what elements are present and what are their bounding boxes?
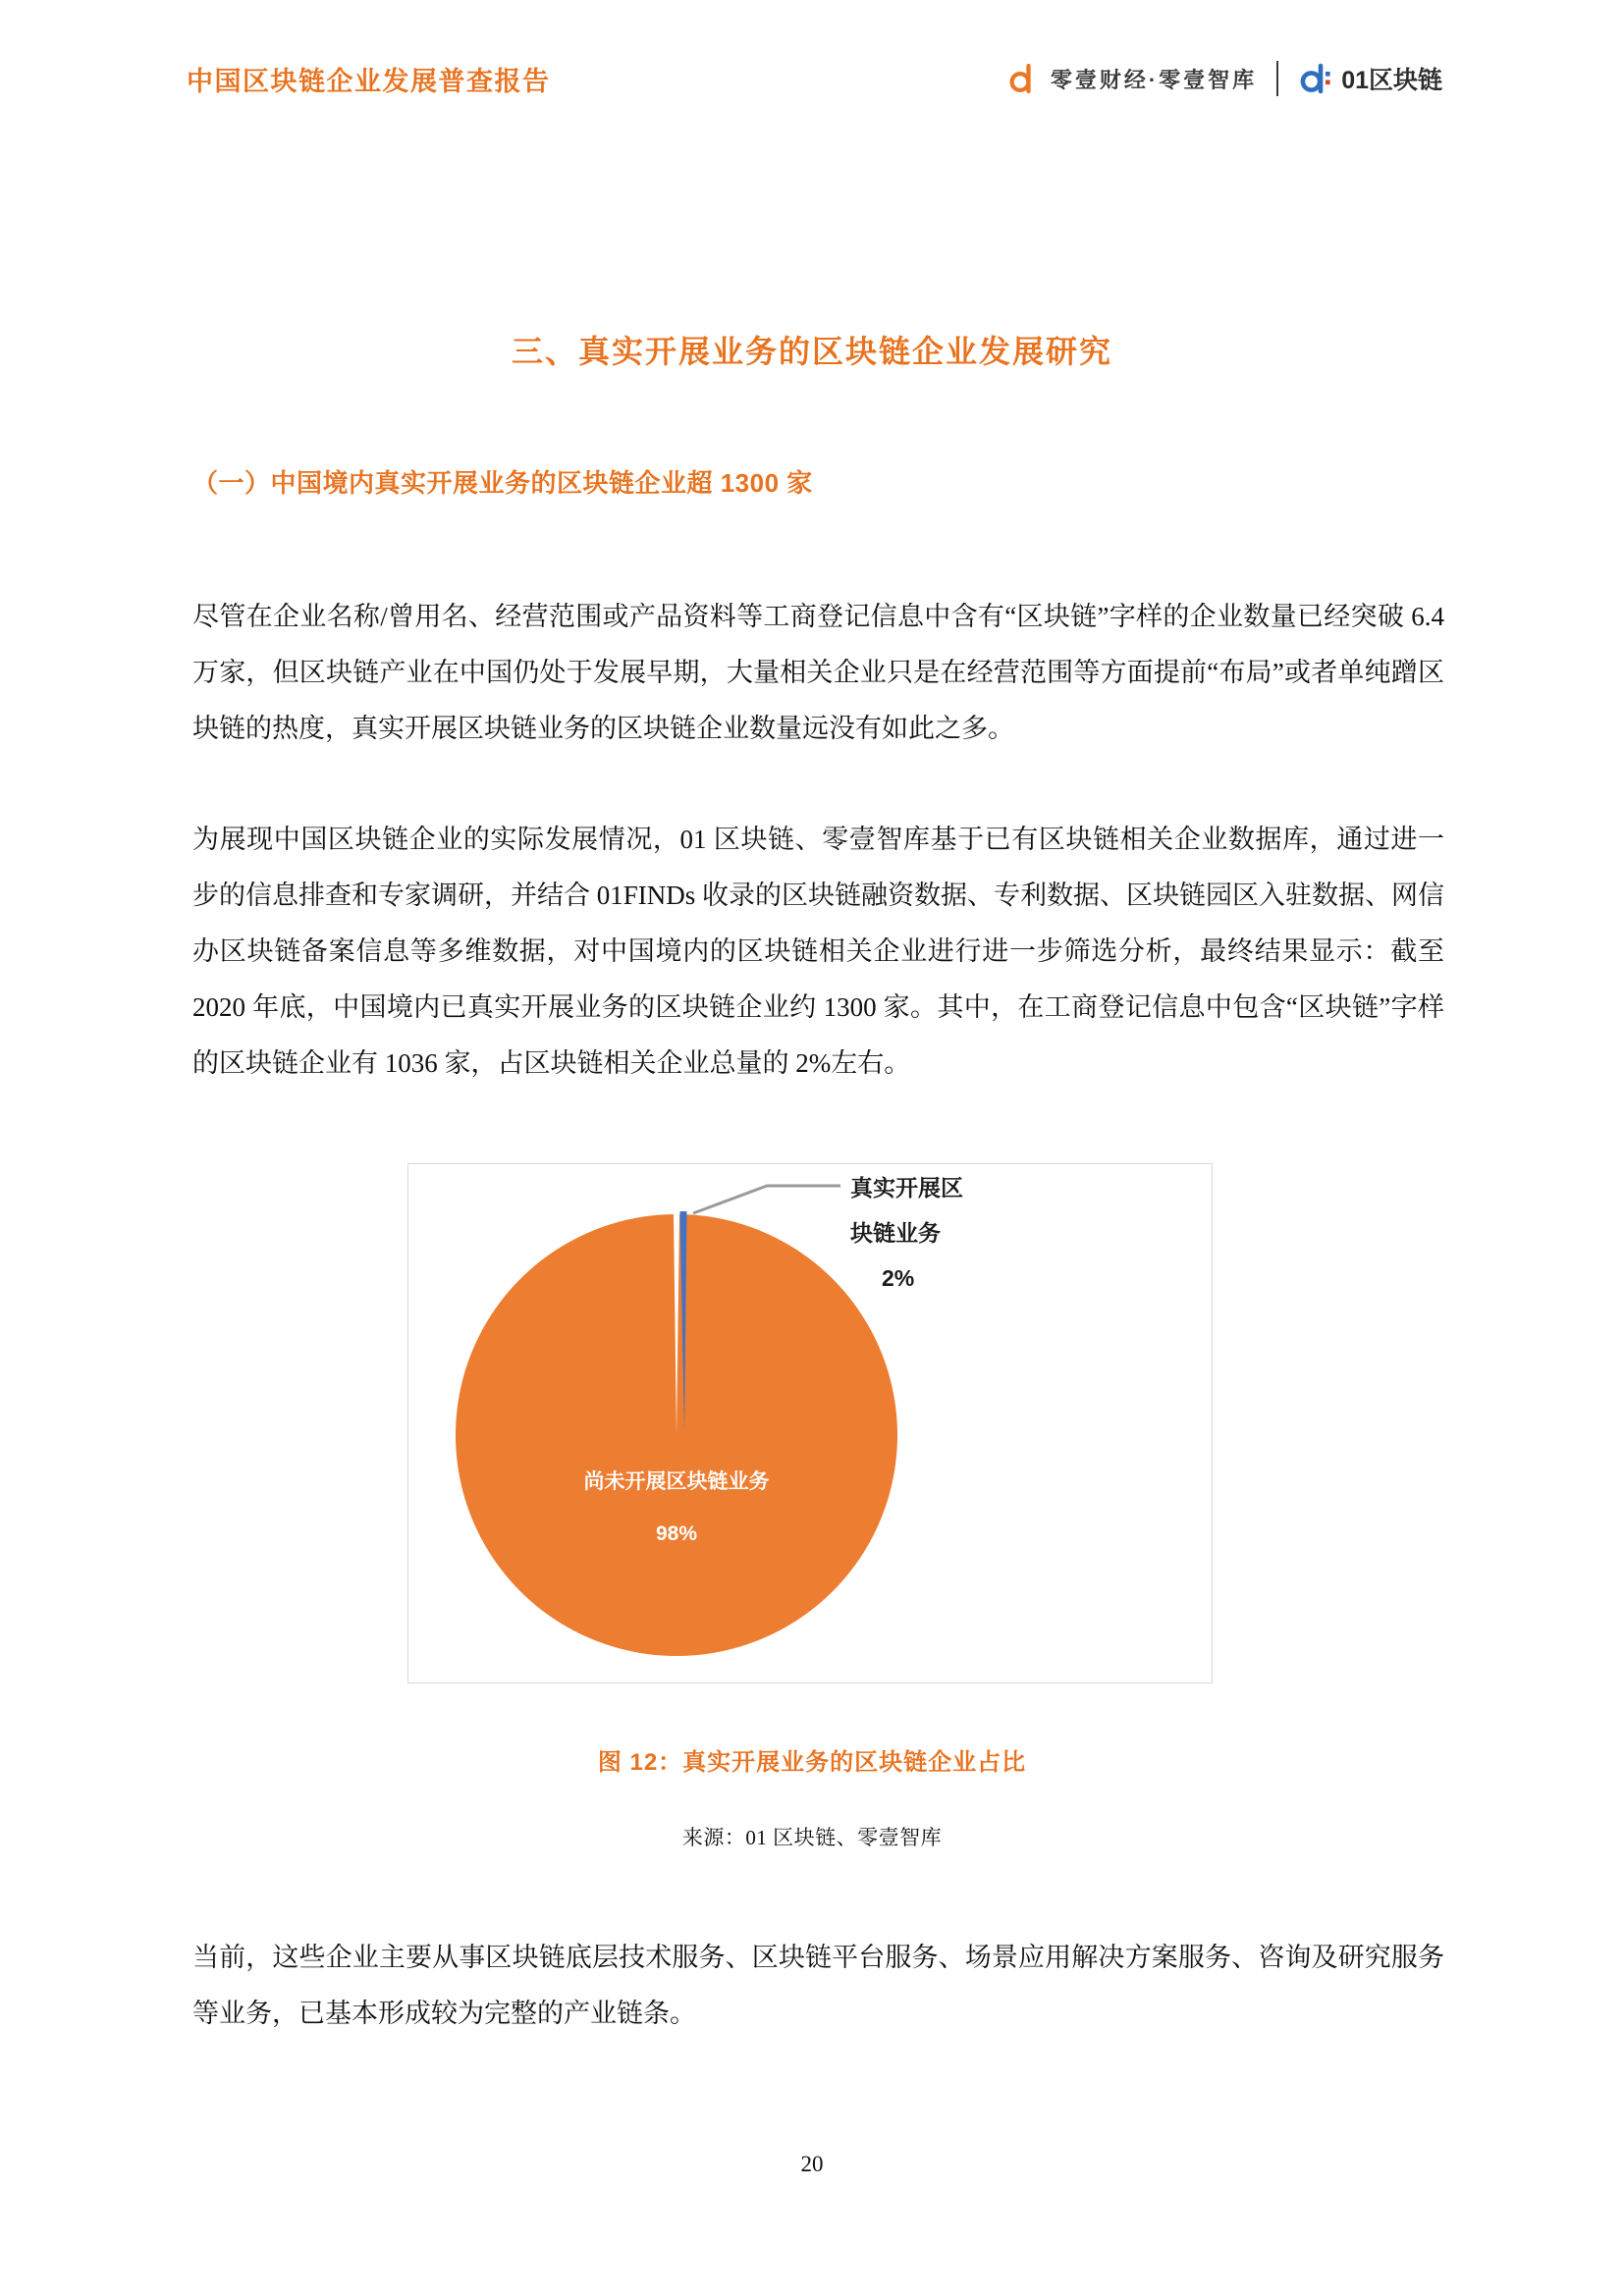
zero-one-blockchain-logo-text: 01区块链 [1341, 67, 1442, 94]
body-paragraph-1: 尽管在企业名称/曾用名、经营范围或产品资料等工商登记信息中含有“区块链”字样的企业数量已经突破 6.4 万家，但区块链产业在中国仍处于发展早期，大量相关企业只是在经营范围等方面提前“布局”或者单纯蹭区块链的热度，真实开展区块链业务的区块链企业数量远没有如此之多。 [192, 602, 1444, 743]
report-title: 中国区块链企业发展普查报告 [187, 66, 551, 96]
page-header [187, 51, 1442, 106]
pie-label-blue-value: 2% [882, 1265, 915, 1291]
figure-caption: 图 12：真实开展业务的区块链企业占比 [597, 1749, 1027, 1776]
figure-source: 来源：01 区块链、零壹智库 [681, 1826, 943, 1849]
header-logo-group [1007, 61, 1442, 96]
subsection-heading: （一）中国境内真实开展业务的区块链企业超 1300 家 [192, 467, 813, 498]
pie-leader-line [693, 1186, 840, 1213]
section-heading: 三、真实开展业务的区块链企业发展研究 [511, 334, 1112, 370]
figure-12-pie-chart [407, 1163, 1213, 1683]
alpha-blue-icon [1298, 62, 1331, 95]
pie-label-orange-name: 尚未开展区块链业务 [583, 1470, 770, 1493]
lingyi-logo [1007, 62, 1257, 95]
page-number: 20 [800, 2152, 824, 2176]
pie-label-orange-value: 98% [655, 1522, 698, 1545]
pie-label-blue-line1: 真实开展区 [850, 1175, 963, 1201]
body-paragraph-2: 为展现中国区块链企业的实际发展情况，01 区块链、零壹智库基于已有区块链相关企业数据库，通过进一步的信息排查和专家调研，并结合 01FINDs 收录的区块链融资数据、专利数据、区块链园区入驻数据、网信办区块链备案信息等多维数据，对中国境内的区块链相关企业进行进一步筛选分析，最终结果显示：截至 2020 年底，中国境内已真实开展业务的区块链企业约 1300 家。其中，在工商登记信息中包含“区块链”字样的区块链企业有 1036 家，占区块链相关企业总量的 2%左右。 [192, 825, 1445, 1078]
body-paragraph-3: 当前，这些企业主要从事区块链底层技术服务、区块链平台服务、场景应用解决方案服务、咨询及研究服务等业务，已基本形成较为完整的产业链条。 [192, 1943, 1444, 2028]
pie-label-blue-line2: 块链业务 [850, 1220, 941, 1246]
alpha-orange-icon [1007, 62, 1041, 95]
lingyi-logo-text: 零壹财经·零壹智库 [1050, 67, 1258, 92]
zero-one-blockchain-logo [1298, 61, 1442, 96]
pie-chart-svg [408, 1164, 1212, 1682]
pie-slice-orange [456, 1214, 897, 1656]
logo-divider [1276, 61, 1278, 96]
